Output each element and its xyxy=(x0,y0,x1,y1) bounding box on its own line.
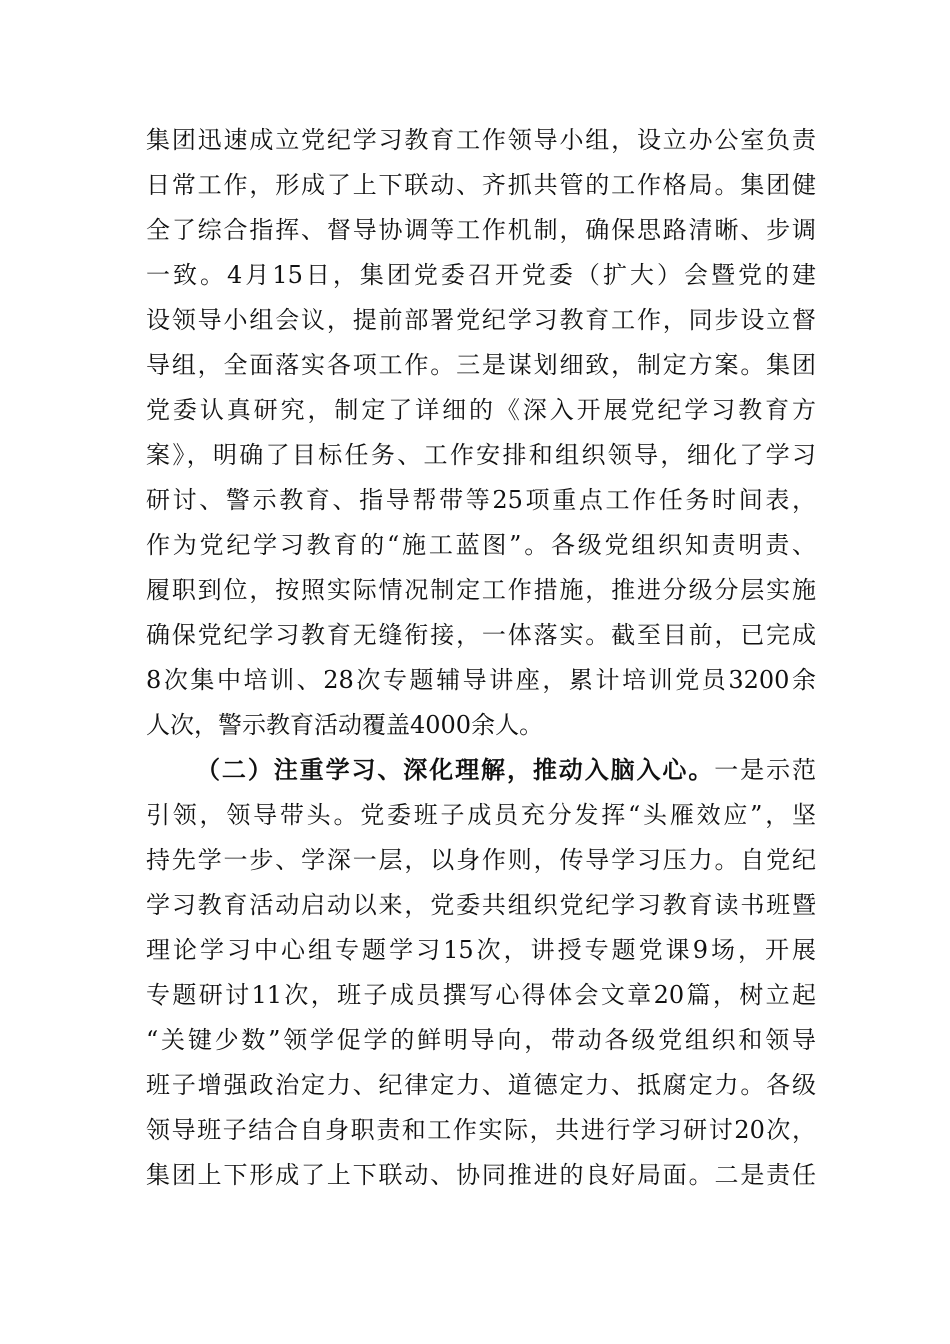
text-line: 党委认真研究，制定了详细的《深入开展党纪学习教育方 xyxy=(146,396,816,424)
text-line: 导组，全面落实各项工作。三是谋划细致，制定方案。集团 xyxy=(146,351,816,379)
text-line: 人次，警示教育活动覆盖4000余人。 xyxy=(146,711,544,739)
text-line: 一致。4月15日，集团党委召开党委（扩大）会暨党的建 xyxy=(146,261,816,289)
text-line: 案》，明确了目标任务、工作安排和组织领导，细化了学习 xyxy=(146,441,816,469)
text-line: 确保党纪学习教育无缝衔接，一体落实。截至目前，已完成 xyxy=(146,621,816,649)
section-heading: （二）注重学习、深化理解，推动入脑入心。 xyxy=(196,755,715,784)
text-line: 持先学一步、学深一层，以身作则，传导学习压力。自党纪 xyxy=(146,846,816,874)
text-line: 研讨、警示教育、指导帮带等25项重点工作任务时间表， xyxy=(146,486,816,514)
text-line: 8次集中培训、28次专题辅导讲座，累计培训党员3200余 xyxy=(146,666,816,694)
text-line: 全了综合指挥、督导协调等工作机制，确保思路清晰、步调 xyxy=(146,216,816,244)
paragraph-2-first-line xyxy=(196,750,816,790)
text-line: 履职到位，按照实际情况制定工作措施，推进分级分层实施 xyxy=(146,576,816,604)
text-segment: 一是示范 xyxy=(714,756,816,784)
text-line: 专题研讨11次，班子成员撰写心得体会文章20篇，树立起 xyxy=(146,981,816,1009)
text-line: “关键少数”领学促学的鲜明导向，带动各级党组织和领导 xyxy=(146,1026,816,1054)
text-line: 作为党纪学习教育的“施工蓝图”。各级党组织知责明责、 xyxy=(146,531,816,559)
text-line: 日常工作，形成了上下联动、齐抓共管的工作格局。集团健 xyxy=(146,171,816,199)
text-line: 领导班子结合自身职责和工作实际，共进行学习研讨20次， xyxy=(146,1116,816,1144)
text-line: 班子增强政治定力、纪律定力、道德定力、抵腐定力。各级 xyxy=(146,1071,816,1099)
text-line: 集团迅速成立党纪学习教育工作领导小组，设立办公室负责 xyxy=(146,126,816,154)
text-line: 引领，领导带头。党委班子成员充分发挥“头雁效应”，坚 xyxy=(146,801,816,829)
text-line: 学习教育活动启动以来，党委共组织党纪学习教育读书班暨 xyxy=(146,891,816,919)
text-line: 设领导小组会议，提前部署党纪学习教育工作，同步设立督 xyxy=(146,306,816,334)
text-line: 理论学习中心组专题学习15次，讲授专题党课9场，开展 xyxy=(146,936,816,964)
text-line: 集团上下形成了上下联动、协同推进的良好局面。二是责任 xyxy=(146,1161,816,1189)
